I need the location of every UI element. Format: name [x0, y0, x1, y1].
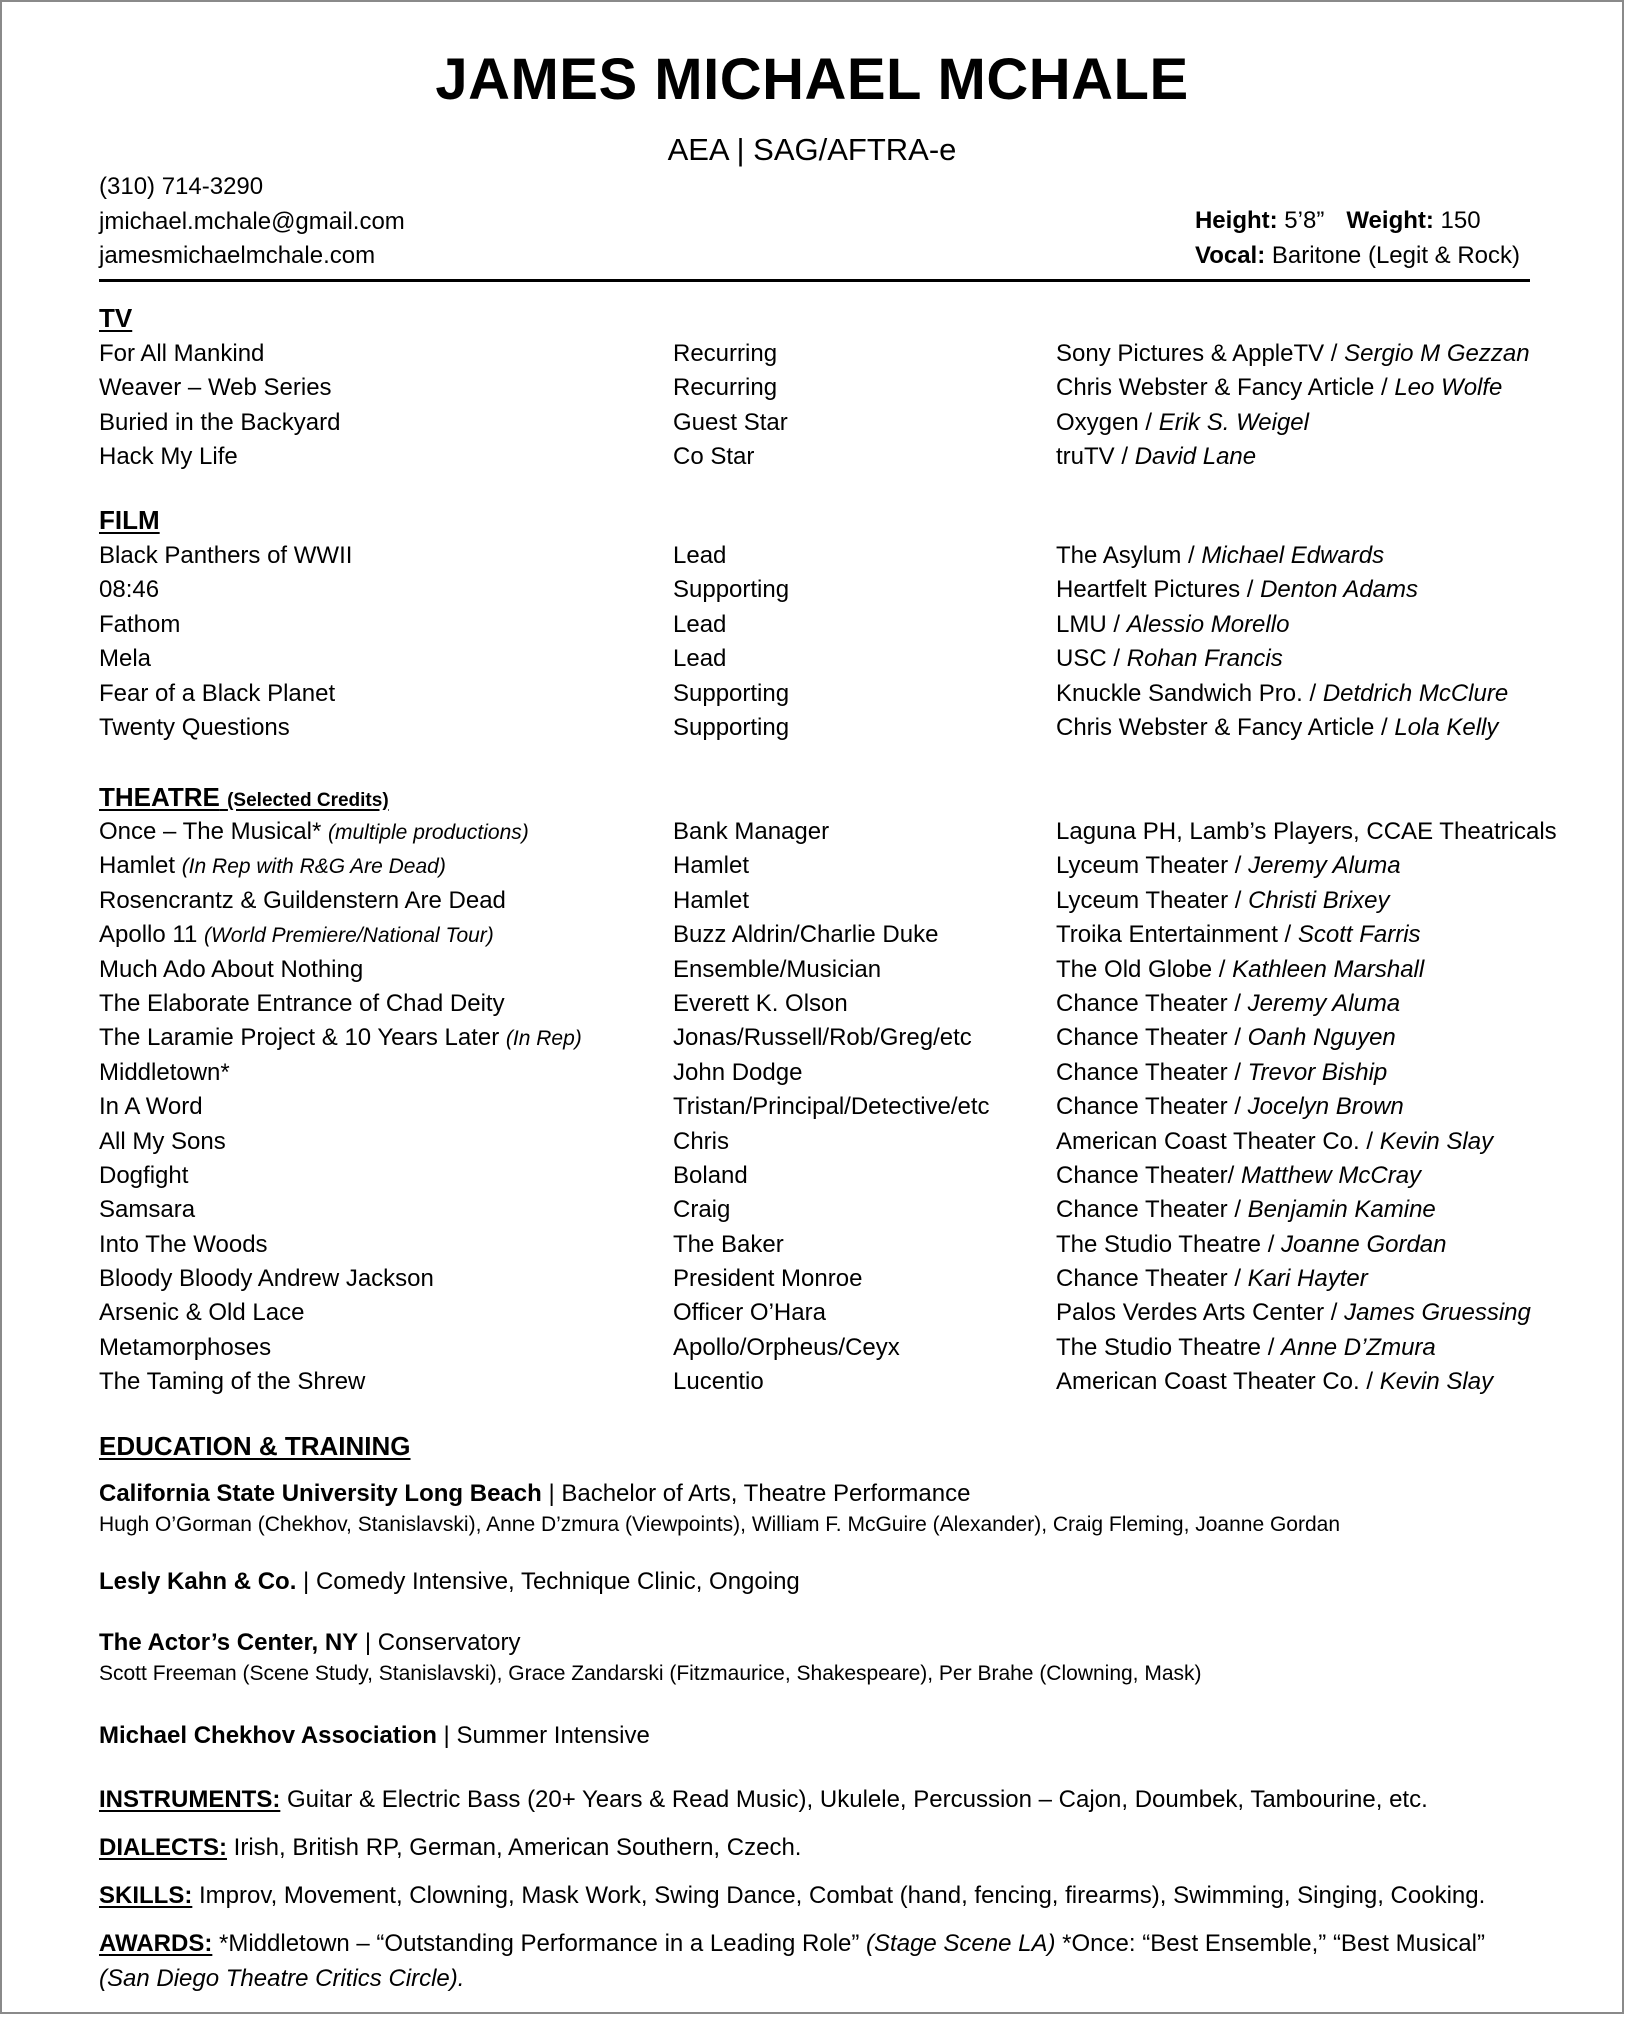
credit-title-text: Into The Woods [99, 1230, 268, 1258]
physical-stats [1195, 204, 1520, 273]
edu-actors-center [99, 1629, 520, 1657]
skills-label: SKILLS: [99, 1882, 193, 1909]
credit-note: (World Premiere/National Tour) [203, 924, 494, 948]
credit-company-text: truTV / [1056, 443, 1135, 471]
credit-title-text: Samsara [99, 1196, 196, 1224]
actors-teachers: Scott Freeman (Scene Study, Stanislavski), Grace Zandarski (Fitzmaurice, Shakespeare), Per Brahe (Clowning, Mask) [99, 1662, 1202, 1685]
credit-title-text: Bloody Bloody Andrew Jackson [99, 1265, 434, 1293]
header-divider [99, 279, 1530, 282]
theatre-credits [99, 818, 1557, 1403]
actors-school: The Actor’s Center, NY [99, 1629, 359, 1656]
credit-company-text: Chance Theater / [1056, 989, 1248, 1017]
credit-company-text: Chris Webster & Fancy Article / [1056, 374, 1395, 402]
credit-company-text: The Asylum / [1056, 542, 1202, 569]
credit-company-text: LMU / [1056, 610, 1127, 638]
theatre-credit-row [99, 1299, 1539, 1333]
awards-label: AWARDS: [99, 1930, 213, 1957]
credit-role: Lead [673, 645, 727, 673]
csulb-teachers: Hugh O’Gorman (Chekhov, Stanislavski), Anne D’zmura (Viewpoints), William F. McGuire (Alexander), Craig Fleming, Joanne Gordan [99, 1513, 1341, 1536]
edu-kahn [99, 1568, 800, 1596]
credit-company [1056, 1265, 1368, 1293]
skills-line [99, 1878, 1539, 1913]
theatre-credit-row [99, 1128, 1539, 1162]
theatre-credit-row [99, 1231, 1539, 1265]
edu-csulb [99, 1480, 970, 1508]
credit-role: Co Star [673, 443, 755, 471]
film-credit-row [99, 680, 1539, 714]
credit-director: Jeremy Aluma [1248, 852, 1401, 880]
film-credits [99, 542, 1539, 748]
credit-director: Denton Adams [1260, 576, 1418, 604]
credit-company-text: Chance Theater / [1056, 1058, 1248, 1086]
credit-role: Hamlet [673, 852, 750, 880]
credit-company-text: Lyceum Theater / [1056, 852, 1249, 880]
credit-title [99, 1196, 195, 1224]
tv-credit-row [99, 443, 1539, 477]
credit-director: Rohan Francis [1126, 645, 1283, 673]
credit-director: Kari Hayter [1247, 1265, 1368, 1293]
credit-director: Kevin Slay [1379, 1127, 1494, 1155]
education-heading: EDUCATION & TRAINING [99, 1431, 411, 1461]
credit-role: Supporting [673, 679, 790, 707]
film-heading: FILM [99, 505, 160, 535]
credit-title [99, 1334, 271, 1362]
credit-title [99, 374, 332, 402]
credit-company-text: Chance Theater/ [1056, 1161, 1242, 1189]
credit-title [99, 611, 180, 639]
credit-title [99, 680, 335, 708]
credit-title-text: Apollo 11 [99, 921, 204, 949]
awards-text-2: *Once: “Best Ensemble,” “Best Musical” [1055, 1930, 1485, 1957]
theatre-credit-row [99, 1024, 1539, 1058]
credit-role: Recurring [673, 340, 778, 367]
actors-program: | Conservatory [358, 1629, 521, 1656]
credit-company [1056, 542, 1384, 570]
credit-title-text: Mela [99, 645, 152, 673]
credit-director: Oanh Nguyen [1247, 1024, 1396, 1052]
credit-director: Kevin Slay [1379, 1368, 1494, 1396]
credit-company-text: Chance Theater / [1056, 1265, 1248, 1293]
credit-director: Lola Kelly [1394, 713, 1499, 741]
credit-title-text: The Taming of the Shrew [99, 1368, 366, 1396]
theatre-credit-row [99, 1196, 1539, 1230]
credit-title [99, 1299, 304, 1327]
credit-company [1056, 1024, 1396, 1052]
credit-title [99, 576, 159, 604]
credit-company-text: The Studio Theatre / [1056, 1333, 1282, 1361]
weight-value: 150 [1440, 207, 1481, 234]
tv-credit-row [99, 340, 1539, 374]
credit-title-text: Much Ado About Nothing [99, 955, 364, 983]
credit-director: Kathleen Marshall [1232, 955, 1425, 983]
credit-company-text: Chance Theater / [1056, 1024, 1248, 1052]
credit-company [1056, 680, 1508, 708]
credit-title-text: Weaver – Web Series [99, 374, 332, 402]
dialects-label: DIALECTS: [99, 1834, 227, 1861]
credit-title-text: Twenty Questions [99, 713, 290, 741]
credit-title [99, 1265, 434, 1293]
credit-director: James Gruessing [1344, 1299, 1531, 1327]
actor-name: JAMES MICHAEL MCHALE [435, 47, 1189, 112]
credit-company [1056, 1128, 1493, 1156]
credit-title [99, 542, 352, 570]
credit-director: Alessio Morello [1126, 610, 1290, 638]
credit-director: Anne D’Zmura [1281, 1333, 1436, 1361]
credit-title [99, 1059, 230, 1087]
credit-company-text: Troika Entertainment / [1056, 921, 1298, 949]
chekhov-school: Michael Chekhov Association [99, 1722, 437, 1749]
credit-note: (multiple productions) [328, 821, 529, 844]
credit-company [1056, 887, 1389, 915]
credit-title-text: The Laramie Project & 10 Years Later [99, 1024, 506, 1052]
credit-role: Recurring [673, 374, 778, 402]
credit-title [99, 852, 446, 880]
theatre-credit-row [99, 1162, 1539, 1196]
film-credit-row [99, 645, 1539, 679]
credit-role: John Dodge [673, 1058, 803, 1086]
film-credit-row [99, 714, 1539, 748]
height-value: 5’8” [1284, 207, 1325, 234]
email-address: jmichael.mchale@gmail.com [99, 207, 405, 235]
credit-company [1056, 576, 1418, 604]
credit-company-text: Laguna PH, Lamb’s Players, CCAE Theatricals [1056, 818, 1557, 845]
instruments-text: Guitar & Electric Bass (20+ Years & Read Music), Ukulele, Percussion – Cajon, Doumbek, Tambourine, etc. [280, 1786, 1428, 1813]
credit-role: Lead [673, 542, 727, 569]
credit-role: Supporting [673, 576, 790, 604]
credit-title [99, 1231, 268, 1259]
credit-role: Boland [673, 1161, 748, 1189]
credit-title-text: Metamorphoses [99, 1333, 272, 1361]
csulb-program: | Bachelor of Arts, Theatre Performance [541, 1480, 971, 1507]
credit-company [1056, 1334, 1436, 1362]
credit-role: President Monroe [673, 1265, 863, 1293]
credit-role: Bank Manager [673, 818, 830, 845]
credit-company [1056, 645, 1283, 673]
credit-director: Trevor Biship [1247, 1058, 1388, 1086]
credit-title [99, 409, 340, 437]
credit-director: Joanne Gordan [1281, 1230, 1447, 1258]
credit-company [1056, 374, 1502, 402]
credit-role: Tristan/Principal/Detective/etc [673, 1093, 990, 1121]
theatre-heading-label: THEATRE [99, 782, 220, 812]
credit-title-text: Hack My Life [99, 443, 238, 471]
credit-company [1056, 1093, 1404, 1121]
credit-company [1056, 956, 1424, 984]
credit-title-text: Middletown* [99, 1058, 230, 1086]
credit-company [1056, 852, 1401, 880]
credit-company-text: American Coast Theater Co. / [1056, 1127, 1380, 1155]
website-url: jamesmichaelmchale.com [99, 242, 376, 269]
height-weight-line [1195, 204, 1520, 239]
credit-company-text: Chance Theater / [1056, 1093, 1248, 1121]
theatre-credit-row [99, 1093, 1539, 1127]
credit-company-text: Palos Verdes Arts Center / [1056, 1299, 1345, 1327]
credit-title-text: Fear of a Black Planet [99, 679, 336, 707]
theatre-heading [99, 782, 389, 813]
awards-text-1: *Middletown – “Outstanding Performance in a Leading Role” [212, 1930, 867, 1957]
tv-credit-row [99, 409, 1539, 443]
credit-company [1056, 1231, 1447, 1259]
phone-number: (310) 714-3290 [99, 173, 264, 200]
tv-credits [99, 340, 1539, 478]
credit-company [1056, 1196, 1436, 1224]
theatre-credit-row [99, 852, 1539, 886]
credit-director: Leo Wolfe [1394, 374, 1503, 402]
union-affiliations: AEA | SAG/AFTRA-e [667, 132, 957, 167]
theatre-subheading: (Selected Credits) [227, 790, 389, 811]
credit-role: Apollo/Orpheus/Ceyx [673, 1333, 900, 1361]
credit-title [99, 1128, 226, 1156]
credit-title-text: Fathom [99, 610, 181, 638]
credit-director: David Lane [1134, 443, 1257, 471]
credit-company-text: American Coast Theater Co. / [1056, 1368, 1380, 1396]
credit-company [1056, 1162, 1421, 1190]
credit-company [1056, 611, 1289, 639]
height-label: Height: [1194, 207, 1278, 234]
credit-company-text: Oxygen / [1056, 408, 1159, 436]
theatre-credit-row [99, 1059, 1539, 1093]
credit-company [1056, 1059, 1387, 1087]
vocal-line [1195, 239, 1520, 274]
credit-role: Ensemble/Musician [673, 955, 882, 983]
credit-title-text: Black Panthers of WWII [99, 542, 353, 569]
credit-role: Everett K. Olson [673, 989, 848, 1017]
credit-company-text: Chris Webster & Fancy Article / [1056, 713, 1395, 741]
theatre-credit-row [99, 1334, 1539, 1368]
tv-heading: TV [99, 303, 133, 333]
film-credit-row [99, 576, 1539, 610]
credit-company [1056, 340, 1530, 368]
credit-title-text: All My Sons [99, 1127, 226, 1155]
credit-title [99, 956, 363, 984]
dialects-text: Irish, British RP, German, American Southern, Czech. [227, 1834, 802, 1861]
instruments-line [99, 1782, 1539, 1817]
credit-director: Benjamin Kamine [1247, 1196, 1436, 1224]
credit-title [99, 443, 238, 471]
credit-company [1056, 443, 1256, 471]
credit-company [1056, 714, 1498, 742]
credit-title-text: Arsenic & Old Lace [99, 1299, 305, 1327]
credit-company-text: Sony Pictures & AppleTV / [1056, 340, 1345, 367]
credit-director: Sergio M Gezzan [1344, 340, 1530, 367]
credit-title [99, 1368, 365, 1396]
credit-role: Lucentio [673, 1368, 764, 1396]
credit-role: Hamlet [673, 886, 750, 914]
awards-source-2: (San Diego Theatre Critics Circle). [99, 1965, 465, 1992]
theatre-credit-row [99, 1265, 1539, 1299]
credit-role: Buzz Aldrin/Charlie Duke [673, 921, 939, 949]
credit-company-text: Heartfelt Pictures / [1056, 576, 1261, 604]
edu-chekhov [99, 1722, 650, 1750]
credit-director: Matthew McCray [1241, 1161, 1422, 1189]
weight-label: Weight: [1346, 207, 1434, 234]
credit-title-text: For All Mankind [99, 340, 265, 367]
credit-title [99, 714, 290, 742]
credit-role: Supporting [673, 713, 790, 741]
credit-role: Jonas/Russell/Rob/Greg/etc [673, 1024, 972, 1052]
credit-title [99, 1024, 582, 1052]
credit-title-text: The Elaborate Entrance of Chad Deity [99, 989, 505, 1017]
credit-company [1056, 818, 1557, 846]
theatre-credit-row [99, 887, 1539, 921]
credit-title-text: Once – The Musical* [99, 818, 328, 845]
theatre-credit-row [99, 1368, 1539, 1402]
kahn-program: | Comedy Intensive, Technique Clinic, Ongoing [296, 1568, 800, 1595]
vocal-value: Baritone (Legit & Rock) [1271, 241, 1520, 269]
contact-info [99, 170, 405, 274]
theatre-credit-row [99, 956, 1539, 990]
theatre-credit-row [99, 818, 1557, 852]
credit-role: Craig [673, 1196, 731, 1224]
credit-title-text: Hamlet [99, 852, 182, 880]
instruments-label: INSTRUMENTS: [99, 1786, 281, 1813]
credit-company [1056, 409, 1309, 437]
credit-title [99, 990, 505, 1018]
credit-title-text: 08:46 [99, 576, 160, 604]
credit-role: The Baker [673, 1230, 784, 1258]
credit-title [99, 645, 151, 673]
awards-source-1: (Stage Scene LA) [866, 1930, 1056, 1957]
credit-note: (In Rep) [505, 1027, 582, 1051]
credit-note: (In Rep with R&G Are Dead) [181, 855, 446, 879]
film-credit-row [99, 611, 1539, 645]
credit-company-text: Chance Theater / [1056, 1196, 1248, 1224]
credit-title [99, 887, 506, 915]
credit-title-text: Buried in the Backyard [99, 408, 341, 436]
film-credit-row [99, 542, 1539, 576]
credit-director: Detdrich McClure [1322, 679, 1509, 707]
credit-director: Michael Edwards [1201, 542, 1385, 569]
credit-title [99, 1162, 188, 1190]
credit-role: Officer O’Hara [673, 1299, 826, 1327]
credit-company-text: USC / [1056, 645, 1127, 673]
credit-title-text: Dogfight [99, 1161, 189, 1189]
dialects-line [99, 1830, 1539, 1865]
credit-company [1056, 1299, 1531, 1327]
credit-role: Guest Star [673, 408, 788, 436]
credit-director: Jeremy Aluma [1247, 989, 1401, 1017]
awards-line [99, 1926, 1539, 1996]
credit-director: Jocelyn Brown [1247, 1093, 1404, 1121]
credit-company [1056, 921, 1421, 949]
chekhov-program: | Summer Intensive [436, 1722, 650, 1749]
credit-role: Chris [673, 1127, 730, 1155]
credit-title-text: Rosencrantz & Guildenstern Are Dead [99, 886, 506, 914]
theatre-credit-row [99, 990, 1539, 1024]
tv-credit-row [99, 374, 1539, 408]
credit-company-text: The Old Globe / [1056, 955, 1233, 983]
credit-director: Christi Brixey [1248, 886, 1390, 914]
credit-director: Erik S. Weigel [1158, 408, 1309, 436]
credit-title [99, 921, 494, 949]
credit-company-text: Knuckle Sandwich Pro. / [1056, 679, 1323, 707]
credit-title [99, 1093, 203, 1121]
skills-text: Improv, Movement, Clowning, Mask Work, Swing Dance, Combat (hand, fencing, firearms), Swimming, Singing, Cooking. [192, 1882, 1486, 1909]
credit-title [99, 818, 529, 846]
credit-company-text: The Studio Theatre / [1056, 1230, 1282, 1258]
theatre-credit-row [99, 921, 1539, 955]
vocal-label: Vocal: [1194, 241, 1266, 269]
credit-company-text: Lyceum Theater / [1056, 886, 1249, 914]
credit-company [1056, 1368, 1493, 1396]
credit-title [99, 340, 264, 368]
csulb-school: California State University Long Beach [99, 1480, 542, 1507]
credit-director: Scott Farris [1297, 921, 1421, 949]
credit-company [1056, 990, 1400, 1018]
kahn-school: Lesly Kahn & Co. [99, 1568, 297, 1595]
credit-role: Lead [673, 610, 727, 638]
credit-title-text: In A Word [99, 1093, 203, 1121]
